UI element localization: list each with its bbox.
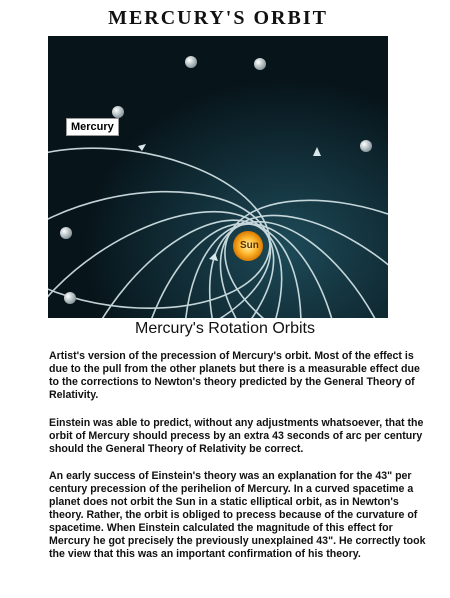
figure-title: MERCURY'S ORBIT <box>108 7 328 29</box>
orbit-illustration <box>48 36 388 318</box>
planet-icon <box>254 58 266 70</box>
orbit-figure <box>48 0 388 318</box>
planet-icon <box>360 140 372 152</box>
paragraph-einstein-prediction: Einstein was able to predict, without any adjustments whatsoever, that the orbit of Mercury should precess by an extra 43 seconds of arc per century should the General Theory of Relativity be correct. <box>49 417 424 455</box>
sun-label: Sun <box>240 240 259 251</box>
mercury-label: Mercury <box>66 118 119 136</box>
planet-icon <box>60 227 72 239</box>
paragraph-precession: Artist's version of the precession of Mercury's orbit. Most of the effect is due to the pull from the other planets but there is a measurable effect due to the corrections to Newton's theory predicted by the General Theory of Relativity. <box>49 350 420 401</box>
planet-icon <box>185 56 197 68</box>
orbit-diagram <box>48 36 388 318</box>
planet-icon <box>64 292 76 304</box>
figure-caption: Mercury's Rotation Orbits <box>135 320 315 337</box>
paragraph-einstein-success: An early success of Einstein's theory was an explanation for the 43" per century precession of the perihelion of Mercury. In a curved spacetime a planet does not orbit the Sun in a static elliptical orbit, as in Newton's theory. Rather, the orbit is obliged to precess because of the curvature of spacetime. When Einstein calculated the magnitude of this effect for Mercury he got precisely the previously unexplained 43". He correctly took the view that this was an important confirmation of his theory. <box>49 470 426 560</box>
planet-icon <box>112 106 124 118</box>
